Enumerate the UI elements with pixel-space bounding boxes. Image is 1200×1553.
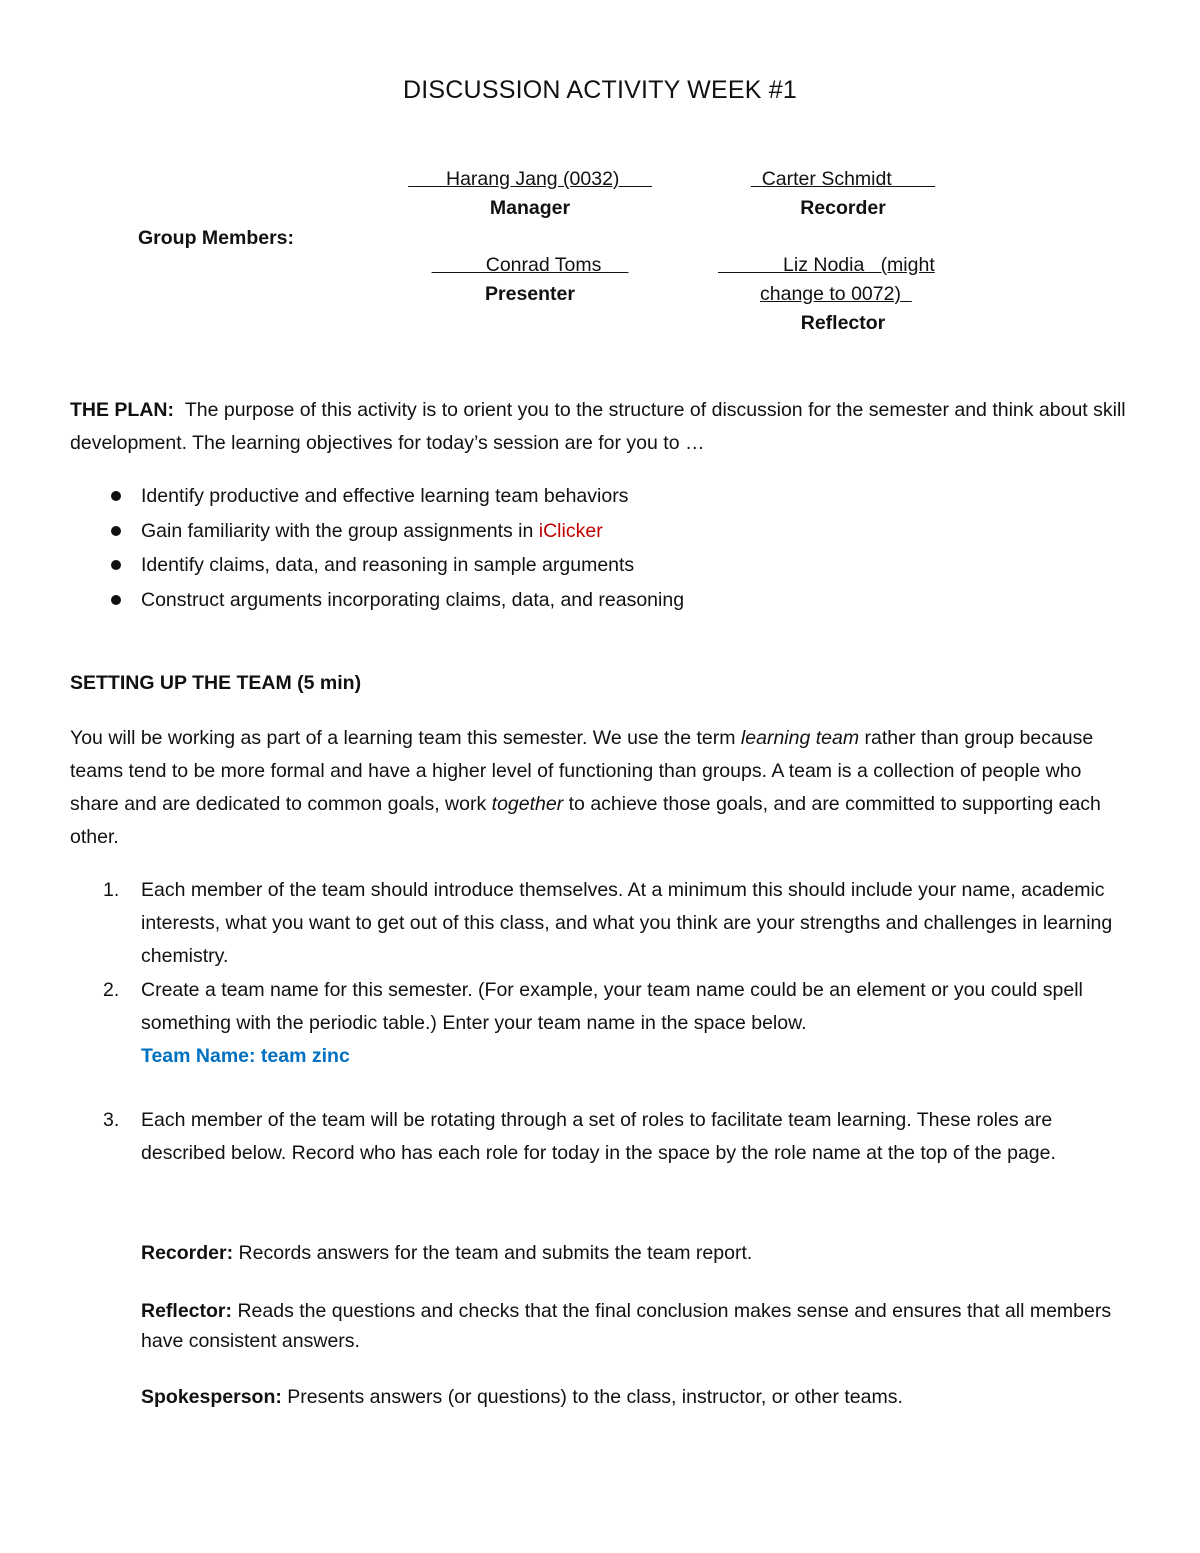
bullet-icon	[111, 560, 121, 570]
setup-heading: SETTING UP THE TEAM (5 min)	[70, 672, 362, 694]
emphasis-learning-team: learning team	[740, 727, 860, 749]
role-reflector: Reflector: Reads the questions and checks that the final conclusion makes sense and ensures that all members have consistent answers.	[141, 1300, 1112, 1352]
plan-paragraph	[70, 394, 1135, 460]
member-role-4: Reflector	[800, 312, 886, 334]
member-role-2: Recorder	[800, 197, 886, 219]
plan-label: THE PLAN:	[70, 399, 174, 421]
bullet-icon	[111, 595, 121, 605]
iclicker-highlight: iClicker	[538, 519, 603, 542]
member-name-2: Carter Schmidt	[761, 168, 892, 190]
page-title: DISCUSSION ACTIVITY WEEK #1	[403, 76, 797, 104]
list-item: Gain familiarity with the group assignments in iClicker	[70, 515, 1070, 550]
role-recorder: Recorder: Records answers for the team and submits the team report.	[141, 1242, 753, 1264]
bullet-icon	[111, 491, 121, 501]
bullet-icon	[111, 526, 121, 536]
team-name: Team Name: team zinc	[141, 1045, 350, 1067]
emphasis-together: together	[491, 793, 564, 815]
member-name-3: Conrad Toms	[485, 254, 602, 276]
list-item: Identify productive and effective learning team behaviors	[70, 480, 1070, 515]
objectives-list	[70, 480, 1070, 618]
member-name-4-line1: Liz Nodia (might	[783, 254, 935, 276]
member-name-1: Harang Jang (0032)	[445, 168, 620, 190]
group-members-label: Group Members:	[138, 227, 295, 249]
member-role-1: Manager	[489, 197, 571, 219]
member-role-3: Presenter	[485, 283, 575, 305]
plan-text: The purpose of this activity is to orient you to the structure of discussion for the semester and think about skill development. The learning objectives for today’s session are for you to …	[70, 399, 1126, 454]
member-name-4-line2: change to 0072)	[760, 283, 901, 305]
list-item: Construct arguments incorporating claims, data, and reasoning	[70, 584, 1070, 619]
role-spokesperson: Spokesperson: Presents answers (or questions) to the class, instructor, or other teams.	[141, 1386, 903, 1408]
setup-intro: You will be working as part of a learning team this semester. We use the term learning team rather than group because teams tend to be more formal and have a higher level of functioning than groups. A team is a collection of people who share and are dedicated to common goals, work together to achieve those goals, and are committed to supporting each other.	[70, 727, 1101, 848]
list-item: Identify claims, data, and reasoning in sample arguments	[70, 549, 1070, 584]
